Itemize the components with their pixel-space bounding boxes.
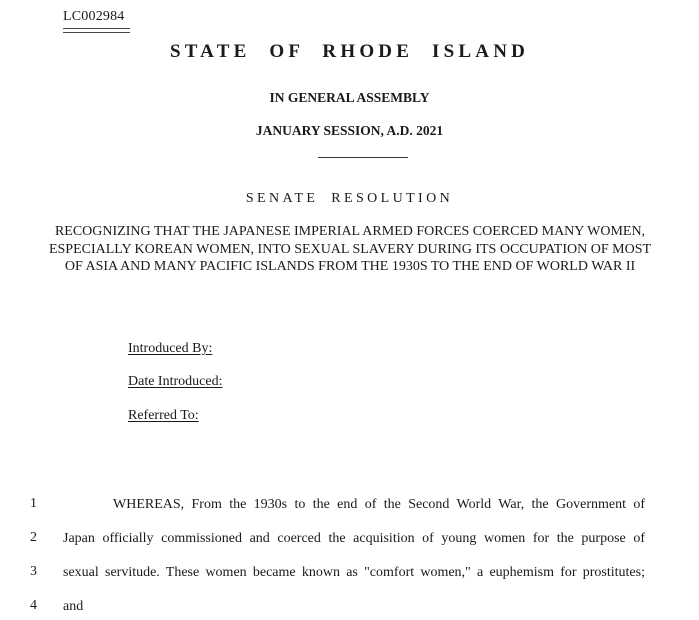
bill-id-rule-top xyxy=(63,28,130,29)
date-introduced-field: Date Introduced: xyxy=(128,374,223,389)
bill-id: LC002984 xyxy=(63,9,125,24)
line-number: 2 xyxy=(30,530,37,545)
session-rule xyxy=(318,157,408,158)
body-line: sexual servitude. These women became known as "comfort women," a euphemism for prostitutes; xyxy=(63,565,645,580)
assembly-heading: IN GENERAL ASSEMBLY xyxy=(269,90,430,105)
resolution-type: SENATE RESOLUTION xyxy=(245,191,454,206)
line-number: 4 xyxy=(30,598,37,613)
body-line: WHEREAS, From the 1930s to the end of the Second World War, the Government of xyxy=(113,497,645,512)
state-title: STATE OF RHODE ISLAND xyxy=(169,41,530,62)
line-number: 3 xyxy=(30,564,37,579)
referred-to-field: Referred To: xyxy=(128,408,199,423)
resolution-title: RECOGNIZING THAT THE JAPANESE IMPERIAL ARMED FORCES COERCED MANY WOMEN, ESPECIALLY KOREAN WOMEN, INTO SEXUAL SLAVERY DURING ITS OCCUPATION OF MOST OF ASIA AND MANY PACIFIC ISLANDS FROM THE 1930S TO THE END OF WORLD WAR II xyxy=(48,224,652,274)
line-number: 1 xyxy=(30,496,37,511)
body-line: Japan officially commissioned and coerced the acquisition of young women for the purpose of xyxy=(63,531,645,546)
session-heading: JANUARY SESSION, A.D. 2021 xyxy=(255,123,444,138)
introduced-by-field: Introduced By: xyxy=(128,341,213,356)
body-line: and xyxy=(63,599,84,614)
bill-id-rule-bottom xyxy=(63,32,130,33)
